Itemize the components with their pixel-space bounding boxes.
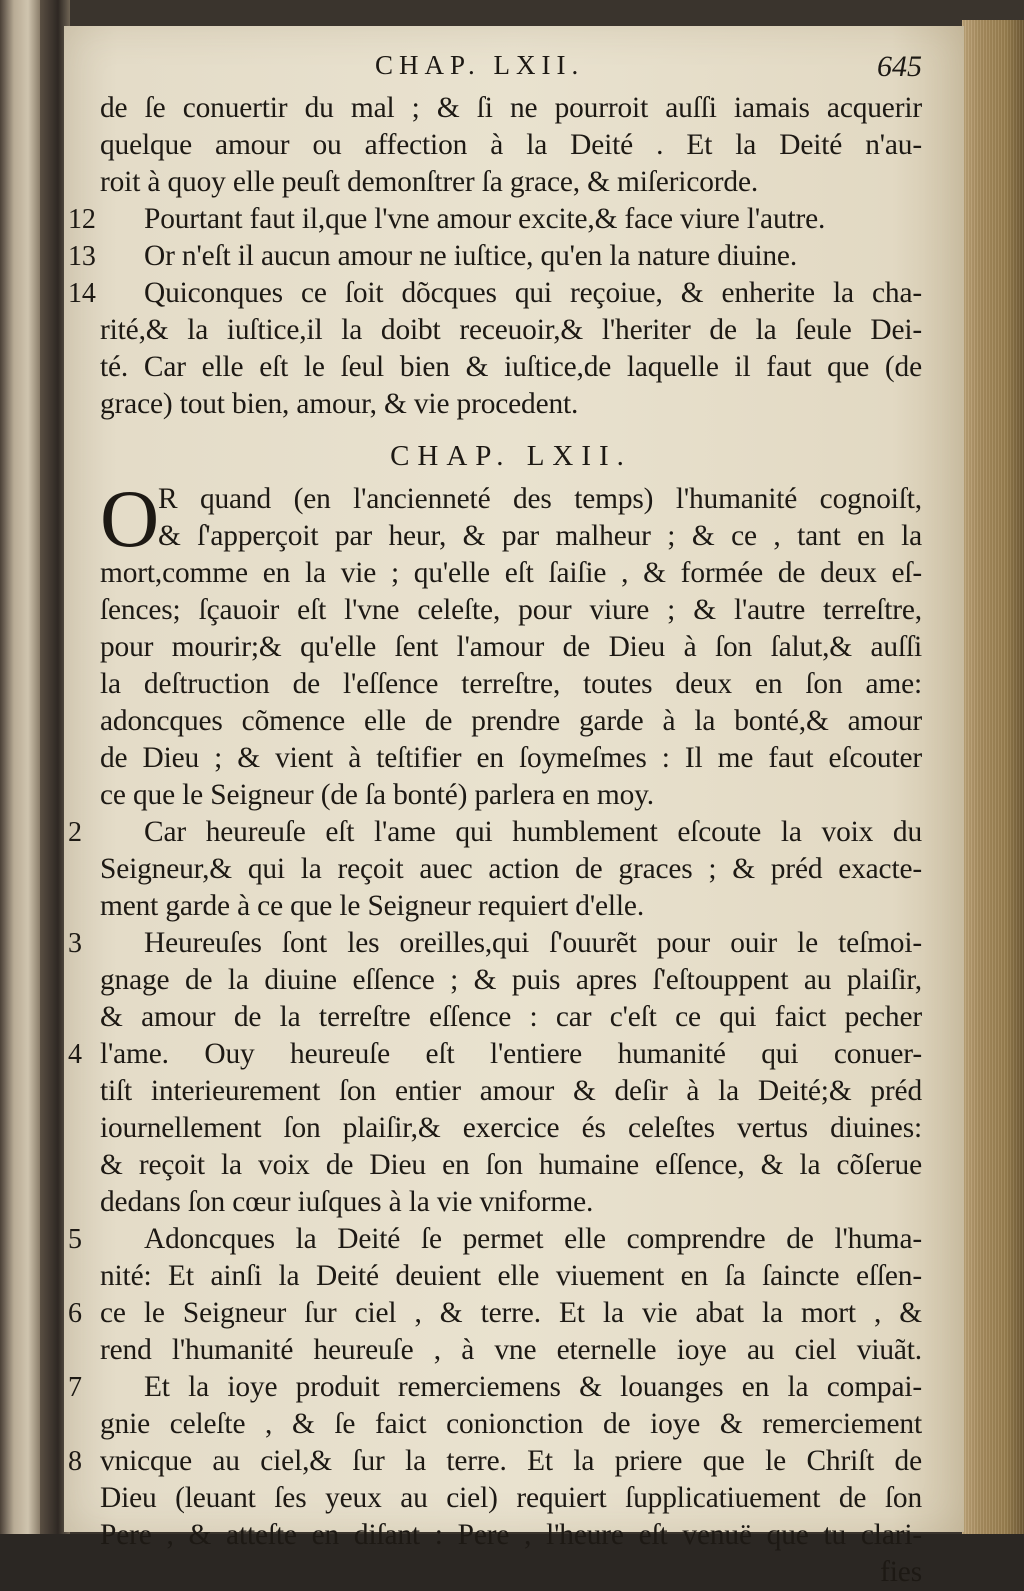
text-line: pour mourir;& qu'elle ſent l'amour de Dieu à ſon ſalut,& auſſi — [100, 631, 922, 663]
facing-page-edge — [0, 0, 40, 1534]
verse-number: 3 — [68, 928, 82, 959]
text-line: R quand (en l'ancienneté des temps) l'humanité cognoiſt, — [158, 483, 922, 515]
verse-line: 4 l'ame. Ouy heureuſe eſt l'entiere humanité qui conuer- — [100, 1036, 922, 1073]
text-line: Seigneur,& qui la reçoit auec action de graces ; & préd exacte- — [100, 853, 922, 885]
text-line: rend l'humanité heureuſe , à vne eternelle ioye au ciel viuãt. — [100, 1334, 922, 1366]
catchword-line — [100, 1554, 922, 1591]
verse-number: 13 — [68, 241, 96, 272]
text-line: ment garde à ce que le Seigneur requiert d'elle. — [100, 890, 645, 922]
running-title: CHAP. LXII. — [375, 50, 585, 80]
text-line: de Dieu ; & vient à teſtifier en ſoymeſmes : Il me faut eſcouter — [100, 742, 922, 774]
text-line: gnie celeſte , & ſe faict conionction de ioye & remerciement — [100, 1408, 922, 1440]
text-line: adoncques cõmence elle de prendre garde à la bonté,& amour — [100, 705, 922, 737]
text-line: mort,comme en la vie ; qu'elle eſt ſaiſie , & formée de deux eſ- — [100, 557, 922, 589]
text-line: la deſtruction de l'eſſence terreſtre, toutes deux en ſon ame: — [100, 668, 922, 700]
running-head — [100, 50, 922, 90]
text-line: Dieu (leuant ſes yeux au ciel) requiert ſupplicatiuement de ſon — [100, 1482, 922, 1514]
verse-line: grace) tout bien, amour, & vie procedent. — [100, 388, 579, 420]
verse-line: té. Car elle eſt le ſeul bien & iuſtice,de laquelle il faut que (de — [100, 351, 922, 383]
text-line: & reçoit la voix de Dieu en ſon humaine eſſence, & la cõſerue — [100, 1149, 922, 1181]
verse-number: 5 — [68, 1224, 82, 1255]
verse-number: 2 — [68, 817, 82, 848]
text-line: & ſ'apperçoit par heur, & par malheur ; & ce , tant en la — [158, 520, 922, 552]
verse-number: 6 — [68, 1298, 82, 1329]
text-line: tiſt interieurement ſon entier amour & deſir à la Deité;& préd — [100, 1075, 922, 1107]
text-line: dedans ſon cœur iuſques à la vie vniforme. — [100, 1186, 594, 1218]
verse-number: 7 — [68, 1372, 82, 1403]
text-line: ce que le Seigneur (de ſa bonté) parlera en moy. — [100, 779, 654, 811]
verse-line: rité,& la iuſtice,il la doibt receuoir,& l'heriter de la ſeule Dei- — [100, 314, 922, 346]
drop-cap: O — [100, 473, 160, 564]
verse-line: 6 ce le Seigneur ſur ciel , & terre. Et la vie abat la mort , & — [100, 1295, 922, 1332]
verse-line: 14 Quiconques ce ſoit dõcques qui reçoiue, & enherite la cha- — [100, 275, 922, 312]
text-line: quelque amour ou affection à la Deité . Et la Deité n'au- — [100, 129, 922, 161]
verse-number: 14 — [68, 278, 96, 309]
text-line: nité: Et ainſi la Deité deuient elle viuement en ſa ſaincte eſſen- — [100, 1260, 922, 1292]
text-line: iournellement ſon plaiſir,& exercice és celeſtes vertus diuines: — [100, 1112, 922, 1144]
page-fore-edge — [962, 20, 1024, 1534]
text-line: de ſe conuertir du mal ; & ſi ne pourroit auſſi iamais acquerir — [100, 92, 922, 124]
verse-line: 7 Et la ioye produit remerciemens & louanges en la compai- — [100, 1369, 922, 1406]
verse-number: 8 — [68, 1446, 82, 1477]
verse-line: 12 Pourtant faut il,que l'vne amour excite,& face viure l'autre. — [100, 201, 922, 238]
verse-line: 2 Car heureuſe eſt l'ame qui humblement eſcoute la voix du — [100, 814, 922, 851]
catchword: fies — [880, 1556, 922, 1588]
page-number: 645 — [877, 50, 922, 83]
verse-number: 12 — [68, 204, 96, 235]
text-line: roit à quoy elle peuſt demonſtrer ſa grace, & miſericorde. — [100, 166, 759, 198]
text-line: gnage de la diuine eſſence ; & puis apres ſ'eſtouppent au plaiſir, — [100, 964, 922, 996]
verse-number: 4 — [68, 1039, 82, 1070]
chapter-body — [68, 473, 922, 1591]
continuation-text — [100, 90, 922, 201]
verses-top — [68, 201, 922, 423]
verse-line: 3 Heureuſes ſont les oreilles,qui ſ'ouurẽt pour ouir le teſmoi- — [100, 925, 922, 962]
verse-line: 13 Or n'eſt il aucun amour ne iuſtice, qu'en la nature diuine. — [100, 238, 922, 275]
text-line: & amour de la terreſtre eſſence : car c'eſt ce qui faict pecher — [100, 1001, 922, 1033]
chapter-heading: CHAP. LXII. — [390, 440, 632, 472]
text-line: Pere , & atteſte en diſant : Pere , l'heure eſt venuë que tu clari- — [100, 1519, 922, 1551]
page-text — [68, 50, 922, 1591]
text-line: ſences; ſçauoir eſt l'vne celeſte, pour viure ; & l'autre terreſtre, — [100, 594, 922, 626]
verse-line: 5 Adoncques la Deité ſe permet elle comprendre de l'huma- — [100, 1221, 922, 1258]
verse-line: 8 vnicque au ciel,& ſur la terre. Et la priere que le Chriſt de — [100, 1443, 922, 1480]
